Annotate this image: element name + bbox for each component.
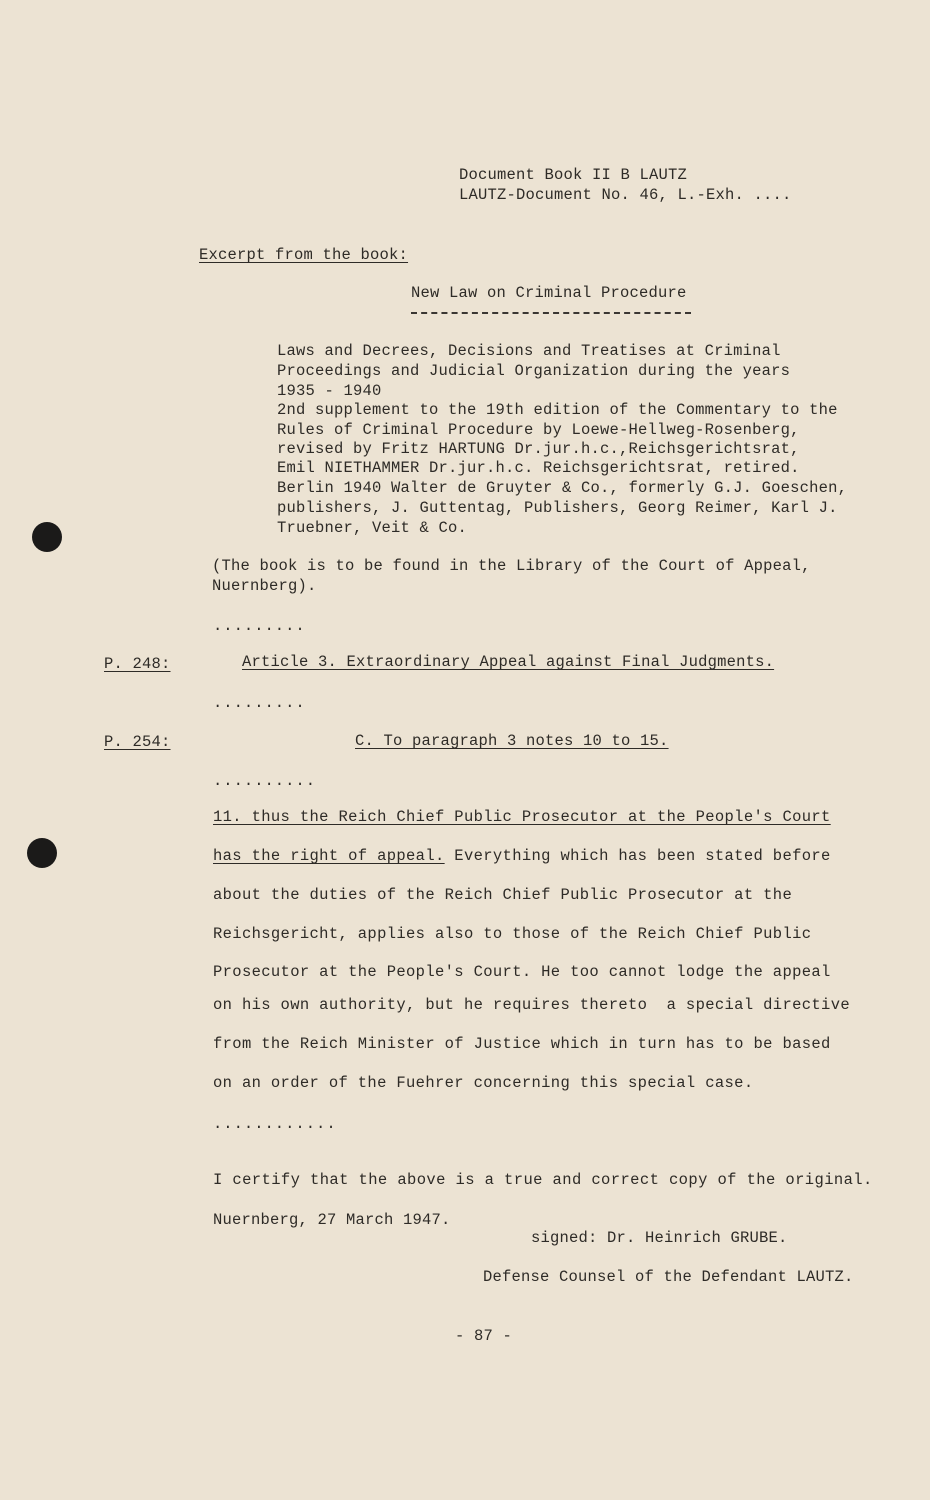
book-description-line: publishers, J. Guttentag, Publishers, Georg Reimer, Karl J. <box>277 499 838 517</box>
excerpt-label: Excerpt from the book: <box>199 246 409 264</box>
article-heading: Article 3. Extraordinary Appeal against Final Judgments. <box>242 653 775 671</box>
place-date: Nuernberg, 27 March 1947. <box>213 1211 451 1229</box>
body-line: from the Reich Minister of Justice which in turn has to be based <box>213 1035 831 1053</box>
body-line <box>213 847 831 865</box>
body-line: Reichsgericht, applies also to those of the Reich Chief Public <box>213 925 812 943</box>
signature: signed: Dr. Heinrich GRUBE. <box>531 1229 788 1247</box>
book-description-line: Berlin 1940 Walter de Gruyter & Co., formerly G.J. Goeschen, <box>277 479 848 497</box>
header-line-2: LAUTZ-Document No. 46, L.-Exh. .... <box>459 186 792 204</box>
body-underlined-phrase: has the right of appeal. <box>213 847 445 865</box>
book-title: New Law on Criminal Procedure <box>411 284 687 302</box>
signatory-role: Defense Counsel of the Defendant LAUTZ. <box>483 1268 854 1286</box>
book-description-line: Truebner, Veit & Co. <box>277 519 468 537</box>
page-ref-248: P. 248: <box>104 655 171 673</box>
book-description-line: Emil NIETHAMMER Dr.jur.h.c. Reichsgerichtsrat, retired. <box>277 459 800 477</box>
certification-statement: I certify that the above is a true and correct copy of the original. <box>213 1171 873 1189</box>
page-number: - 87 - <box>455 1327 513 1345</box>
body-line: Prosecutor at the People's Court. He too cannot lodge the appeal <box>213 963 831 981</box>
book-title-rule <box>411 312 691 314</box>
book-description-line: 2nd supplement to the 19th edition of the Commentary to the <box>277 401 838 419</box>
book-description-line: Proceedings and Judicial Organization during the years <box>277 362 791 380</box>
body-line: on his own authority, but he requires thereto a special directive <box>213 996 850 1014</box>
punch-hole-bottom <box>27 838 57 868</box>
separator-dots: ............ <box>213 1115 337 1133</box>
library-note-line: (The book is to be found in the Library of the Court of Appeal, <box>212 557 811 575</box>
book-description-line: Rules of Criminal Procedure by Loewe-Hellweg-Rosenberg, <box>277 421 800 439</box>
paragraph-heading: C. To paragraph 3 notes 10 to 15. <box>355 732 669 750</box>
body-line-underlined: 11. thus the Reich Chief Public Prosecutor at the People's Court <box>213 808 831 826</box>
body-line-rest: Everything which has been stated before <box>444 847 831 865</box>
book-description-line: Laws and Decrees, Decisions and Treatises at Criminal <box>277 342 781 360</box>
library-note-line: Nuernberg). <box>212 577 317 595</box>
book-description-line: revised by Fritz HARTUNG Dr.jur.h.c.,Reichsgerichtsrat, <box>277 440 800 458</box>
separator-dots: ......... <box>213 617 306 635</box>
page-ref-254: P. 254: <box>104 733 171 751</box>
separator-dots: ......... <box>213 694 306 712</box>
punch-hole-top <box>32 522 62 552</box>
body-line: about the duties of the Reich Chief Public Prosecutor at the <box>213 886 793 904</box>
body-line: on an order of the Fuehrer concerning this special case. <box>213 1074 754 1092</box>
book-description-line: 1935 - 1940 <box>277 382 382 400</box>
separator-dots: .......... <box>213 772 317 790</box>
header-line-1: Document Book II B LAUTZ <box>459 166 688 184</box>
